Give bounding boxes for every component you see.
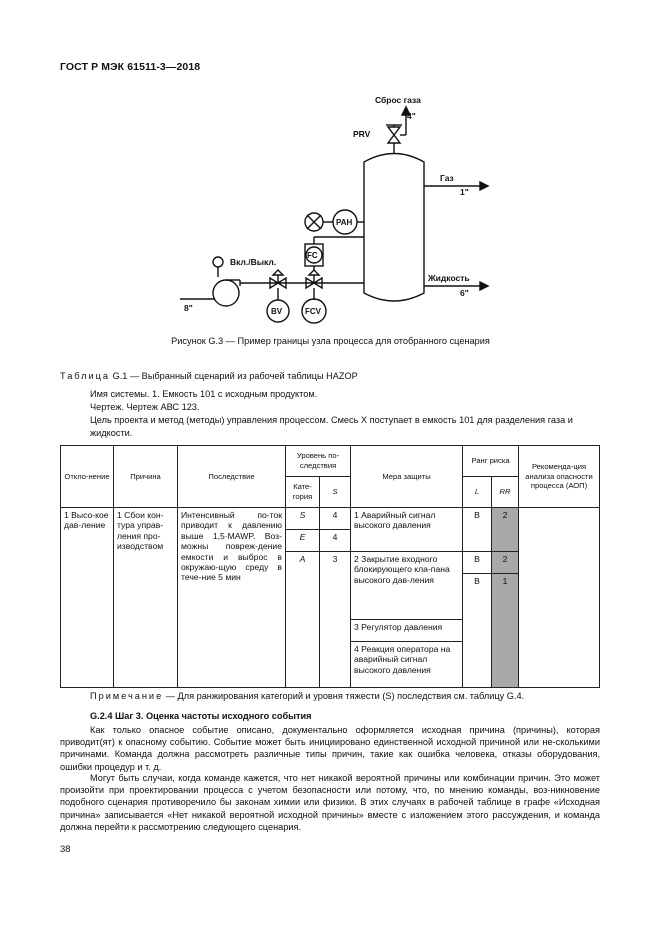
- vessel-101: [364, 154, 424, 302]
- header-consequence: Последствие: [178, 446, 286, 508]
- cell-l: B: [463, 508, 492, 552]
- cell-category: A: [286, 552, 320, 688]
- gas-release-label: Сброс газа: [375, 95, 421, 105]
- header-category: Кате-гория: [286, 477, 320, 508]
- section-heading: G.2.4 Шаг 3. Оценка частоты исходного события: [90, 711, 312, 721]
- cell-safeguard: 2 Закрытие входного блокирующего кла-пана высокого дав-ления: [351, 552, 463, 620]
- on-off-label: Вкл./Выкл.: [230, 257, 277, 267]
- header-safeguard: Мера защиты: [351, 446, 463, 508]
- header-rank-group: Ранг риска: [463, 446, 519, 477]
- header-cause: Причина: [114, 446, 178, 508]
- cell-s: 4: [320, 530, 351, 552]
- header-l: L: [463, 477, 492, 508]
- cell-rr: 1: [492, 574, 519, 688]
- fcv-label: FCV: [305, 307, 321, 316]
- table-note: [90, 691, 524, 701]
- page-number: 38: [60, 844, 71, 855]
- note-label: Примечание: [90, 691, 164, 701]
- size-1-label: 1": [460, 187, 469, 197]
- cell-l: B: [463, 574, 492, 688]
- size-8-label: 8": [184, 303, 193, 313]
- size-4-label: 4": [407, 111, 416, 121]
- cell-safeguard: 3 Регулятор давления: [351, 620, 463, 642]
- process-diagram: [150, 85, 510, 325]
- cell-s: 3: [320, 552, 351, 688]
- system-name: Имя системы. 1. Емкость 101 с исходным продуктом.: [90, 389, 318, 399]
- cell-cause: 1 Сбои кон-тура управ-ления про-изводством: [114, 508, 178, 688]
- table-title-label: Таблица: [60, 371, 111, 381]
- pump-icon: [213, 280, 239, 306]
- purpose-text: Цель проекта и метод (методы) управления процессом. Смесь X поступает в емкость 101 для разделения газа и жидкости.: [90, 415, 573, 438]
- paragraph-1: Как только опасное событие описано, документально оформляется исходная причина (причины), которая приводит(ят) к опасному событию. Событие может быть инициировано единственной исходной причиной или не-сколькими причинами. Команда должна рассмотреть различные типы причин, такие как ошибка человека, отказы оборудования, ошибки процедур и т. д.: [60, 725, 600, 772]
- header-severity-group: Уровень по-следствия: [286, 446, 351, 477]
- header-deviation: Откло-нение: [61, 446, 114, 508]
- cell-rr: 2: [492, 508, 519, 552]
- note-text: — Для ранжирования категорий и уровня тяжести (S) последствия см. таблицу G.4.: [163, 691, 525, 701]
- table-title: [60, 371, 358, 381]
- size-6-label: 6": [460, 288, 469, 298]
- table-row: [61, 508, 600, 530]
- cell-category: E: [286, 530, 320, 552]
- header-recommendation: Рекоменда-ция анализа опасности процесса (АОП): [519, 446, 600, 508]
- header-rr: RR: [492, 477, 519, 508]
- cell-recommendation: [519, 508, 600, 688]
- prv-label: PRV: [353, 129, 371, 139]
- header-s: S: [320, 477, 351, 508]
- paragraph-2: Могут быть случаи, когда команде кажется, что нет никакой вероятной причины или комбинации причин. Это может произойти при проектировании процесса с учетом безопасности или потому, что, по мнению команды, воз-никновение подобного сценария противоречило бы законам химии или физики. В этих случаях в рабочей таблице в графе «Исходная причина» записывается «Нет никакой вероятной исходной причины» вместе с изложением этого рассуждения, и команда должна перейти к рассмотрению следующего сценария.: [60, 773, 600, 832]
- cell-category: S: [286, 508, 320, 530]
- document-header: ГОСТ Р МЭК 61511-3—2018: [60, 61, 201, 73]
- cell-s: 4: [320, 508, 351, 530]
- liquid-label: Жидкость: [428, 273, 470, 283]
- cell-safeguard: 4 Реакция оператора на аварийный сигнал высокого давления: [351, 642, 463, 688]
- cell-l: B: [463, 552, 492, 574]
- prv-valve-icon: [388, 135, 400, 143]
- cell-deviation: 1 Высо-кое дав-ление: [61, 508, 114, 688]
- hazop-table: [60, 445, 600, 688]
- table-title-text: G.1 — Выбранный сценарий из рабочей таблицы HAZOP: [110, 371, 358, 381]
- bv-label: BV: [271, 307, 283, 316]
- pah-label: PAH: [336, 218, 353, 227]
- cell-consequence: Интенсивный по-ток приводит к давлению выше 1,5·MAWP. Воз-можны повреж-дение емкости и выброс в окружаю-щую среду в тече-ние 5 мин: [178, 508, 286, 688]
- cell-safeguard: 1 Аварийный сигнал высокого давления: [351, 508, 463, 552]
- figure-caption: Рисунок G.3 — Пример границы узла процесса для отобранного сценария: [171, 336, 490, 346]
- fc-label: FC: [307, 251, 318, 260]
- cell-rr: 2: [492, 552, 519, 574]
- gas-label: Газ: [440, 173, 454, 183]
- drawing-ref: Чертеж. Чертеж АВС 123.: [90, 402, 200, 412]
